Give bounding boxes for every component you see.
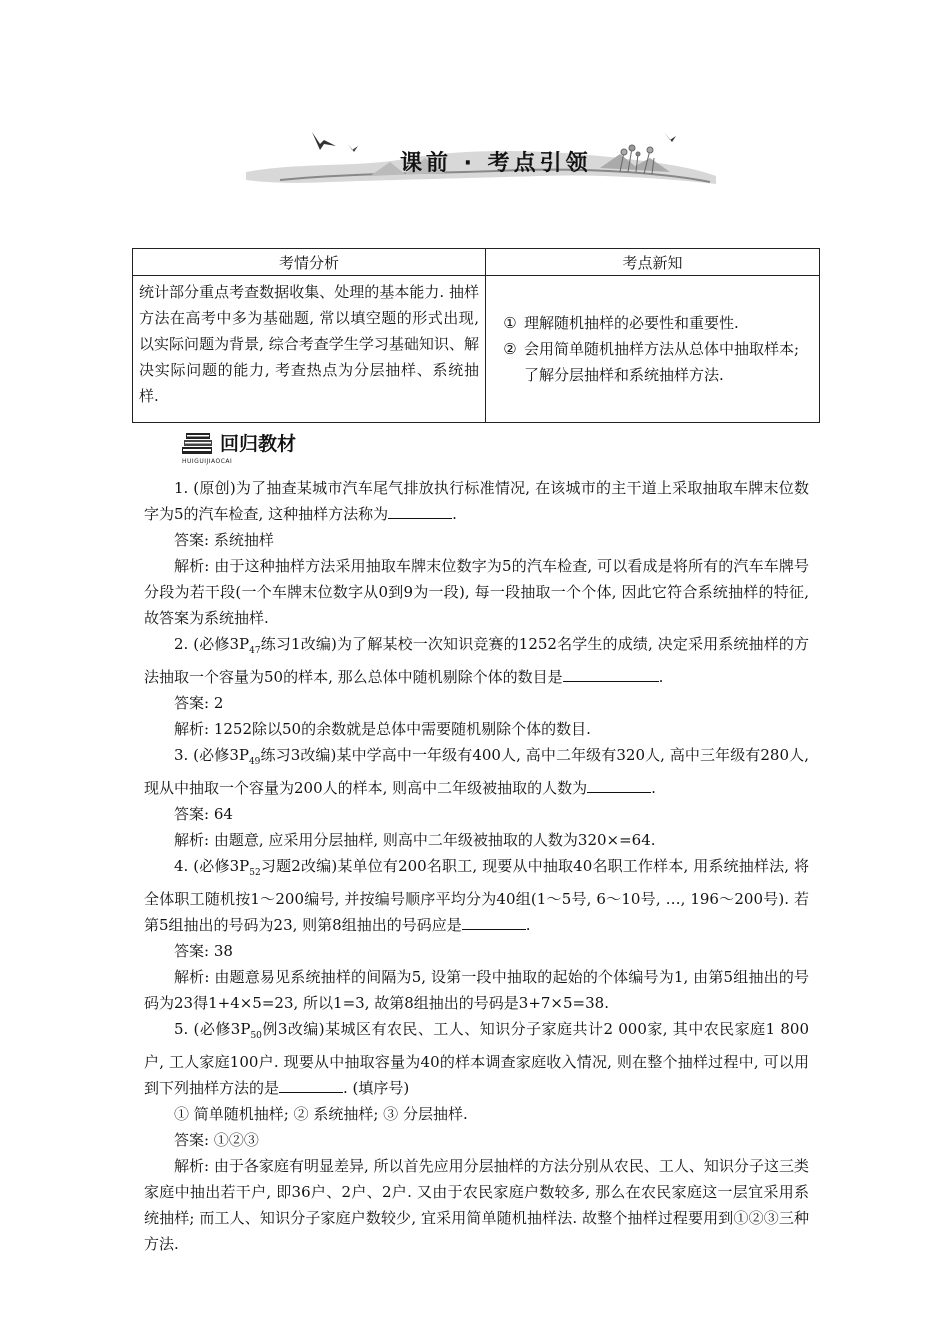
answer-text: 答案: ①②③ [174, 1131, 259, 1149]
question-text: 5. (必修$3P_{50}$例3改编)某城区有农民、工人、知识分子家庭共计2 000家, 其中农民家庭1 800户, 工人家庭100户. 现要从中抽取容量为40的样本调查家庭收入情况, 则在整个抽样过程中, 可以用到下列抽样方法的是 . (填序号) [144, 1020, 809, 1097]
analysis-text: 解析: 由题意易见系统抽样的间隔为5, 设第一段中抽取的起始的个体编号为1, 由第5组抽出的号码为23得1+4×5=23, 所以1=3, 故第8组抽出的号码是3+7×5=38. [144, 968, 809, 1012]
table-header-objectives: 考点新知 [486, 249, 820, 276]
questions-body [144, 475, 809, 1257]
objectives-cell [486, 276, 820, 423]
question-text: 2. (必修$3P_{47}$练习1改编)为了解某校一次知识竞赛的1252名学生的成绩, 决定采用系统抽样的方法抽取一个容量为50的样本, 那么总体中随机剔除个体的数目是 . [144, 635, 809, 686]
objective-item: ② 会用简单随机抽样方法从总体中抽取样本; 了解分层抽样和系统抽样方法. [503, 340, 800, 384]
section-header [180, 427, 320, 465]
analysis-text: 解析: 由于这种抽样方法采用抽取车牌末位数字为5的汽车检查, 可以看成是将所有的汽车车牌号分段为若干段(一个车牌末位数字从0到9为一段), 每一段抽取一个个体, 因此它符合系统抽样的特征, 故答案为系统抽样. [144, 557, 809, 627]
analysis-text: 解析: 由于各家庭有明显差异, 所以首先应用分层抽样的方法分别从农民、工人、知识分子这三类家庭中抽出若干户, 即36户、2户、2户. 又由于农民家庭户数较多, 那么在农民家庭这一层宜采用系统抽样; 而工人、知识分子家庭户数较少, 宜采用简单随机抽样法. 故整个抽样过程要用到①②③三种方法. [144, 1157, 809, 1253]
analysis-text: 解析: 1252除以50的余数就是总体中需要随机剔除个体的数目. [174, 720, 591, 738]
bird-icon [312, 132, 336, 150]
answer-text: 答案: 38 [174, 942, 233, 960]
page-title: 课前 · 考点引领 [400, 151, 592, 176]
table-header-analysis: 考情分析 [133, 249, 486, 276]
analysis-text: 解析: 由题意, 应采用分层抽样, 则高中二年级被抽取的人数为320×=64. [174, 831, 656, 849]
books-icon [180, 427, 216, 457]
bird-icon [664, 132, 676, 142]
question-text: 3. (必修$3P_{49}$练习3改编)某中学高中一年级有400人, 高中二年级有320人, 高中三年级有280人, 现从中抽取一个容量为200人的样本, 则高中二年级被抽取的人数为 . [144, 746, 809, 797]
question-text: 1. (原创)为了抽查某城市汽车尾气排放执行标准情况, 在该城市的主干道上采取抽取车牌末位数字为5的汽车检查, 这种抽样方法称为 . [144, 479, 809, 523]
analysis-cell: 统计部分重点考查数据收集、处理的基本能力. 抽样方法在高考中多为基础题, 常以填空题的形式出现, 以实际问题为背景, 综合考查学生学习基础知识、解决实际问题的能力, 考查热点为分层抽样、系统抽样. [133, 276, 486, 423]
section-subtitle: HUIGUIJIAOCAI [182, 458, 233, 465]
answer-text: 答案: 64 [174, 805, 233, 823]
section-title: 回归教材 [220, 433, 297, 455]
summary-table [132, 248, 820, 423]
bird-icon [348, 144, 358, 152]
answer-text: 答案: 系统抽样 [174, 531, 274, 549]
answer-text: 答案: 2 [174, 694, 224, 712]
options-text: ① 简单随机抽样; ② 系统抽样; ③ 分层抽样. [174, 1105, 468, 1123]
objective-item: ① 理解随机抽样的必要性和重要性. [503, 314, 739, 332]
question-text: 4. (必修$3P_{52}$习题2改编)某单位有200名职工, 现要从中抽取40名职工作样本, 用系统抽样法, 将全体职工随机按1～200编号, 并按编号顺序平均分为40组(1～5号, 6～10号, …, 196～200号). 若第5组抽出的号码为23, 则第8组抽出的号码应是 . [144, 857, 809, 934]
